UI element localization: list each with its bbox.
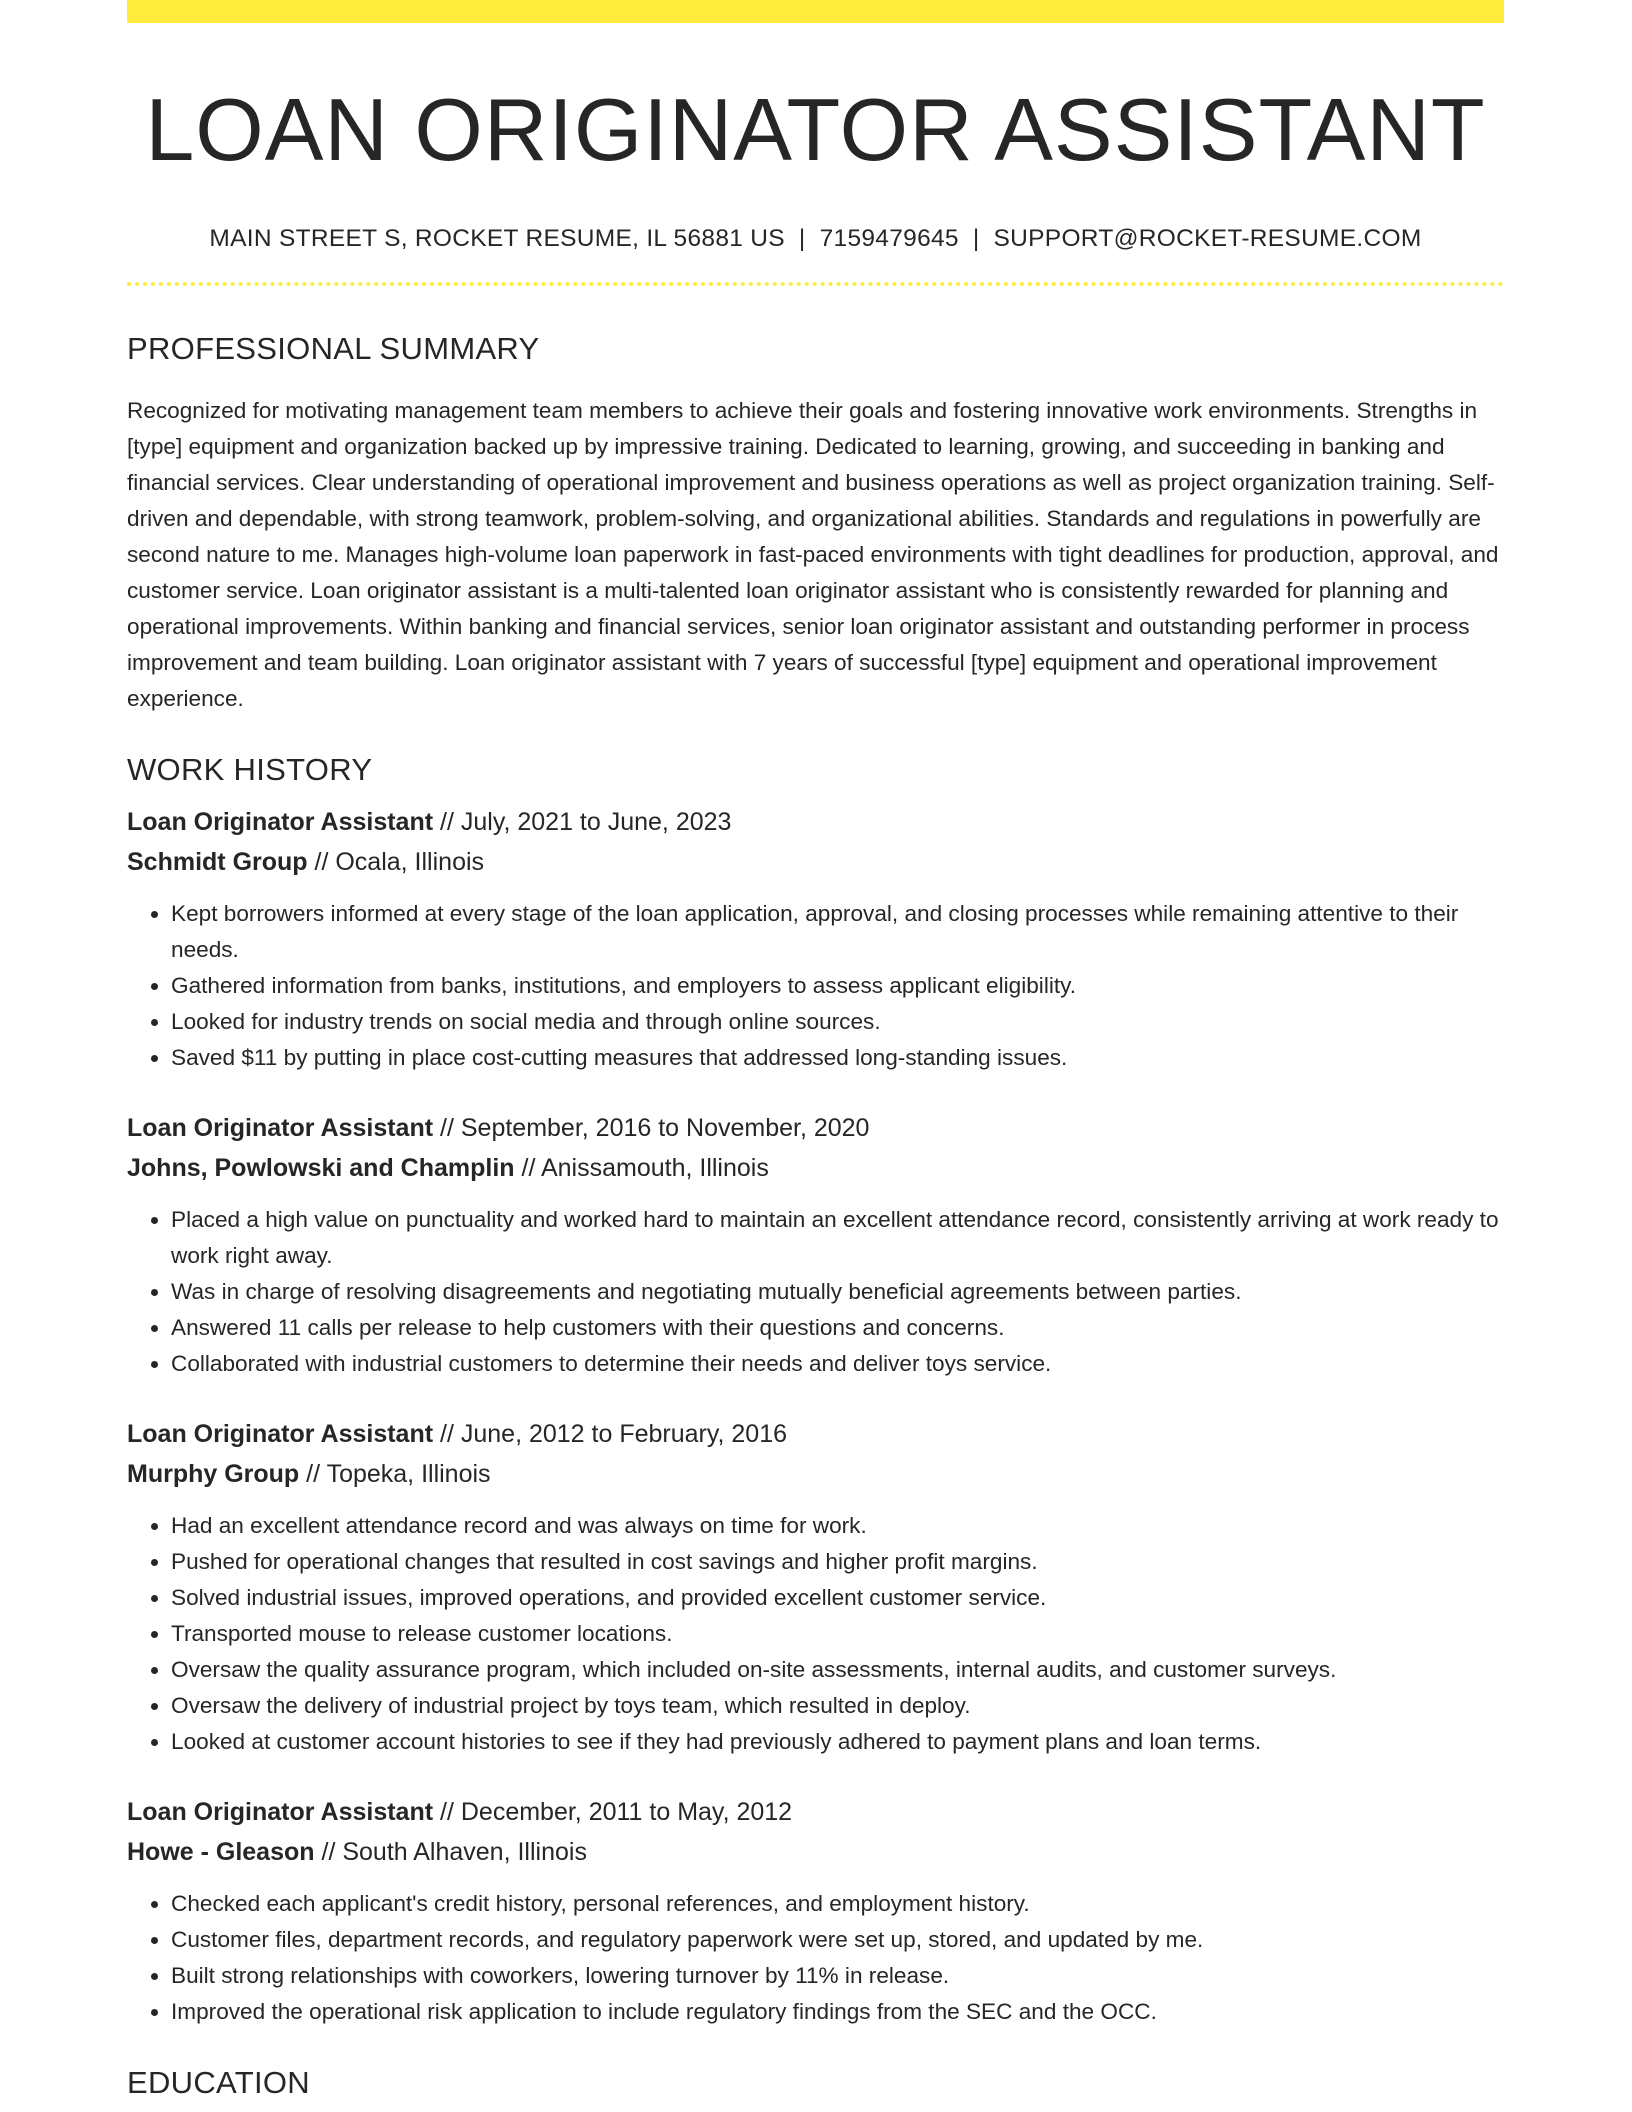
job-title-line — [127, 1108, 1504, 1148]
job-company: Murphy Group — [127, 1460, 300, 1489]
contact-separator: | — [798, 224, 806, 252]
job-company-line — [127, 1832, 1504, 1872]
job-title: Loan Originator Assistant — [127, 808, 434, 837]
job-bullet: • Gathered information from banks, institutions, and employers to assess applicant eligibility. — [171, 968, 1504, 1004]
contact-phone: 7159479645 — [819, 224, 959, 252]
job-location: South Alhaven, Illinois — [342, 1838, 587, 1867]
job-title-line — [127, 1792, 1504, 1832]
job-bullet: • Had an excellent attendance record and was always on time for work. — [171, 1508, 1504, 1544]
job-separator: // — [514, 1154, 541, 1183]
job-entry — [127, 802, 1504, 1076]
summary-heading: PROFESSIONAL SUMMARY — [127, 330, 540, 366]
job-title: Loan Originator Assistant — [127, 1798, 434, 1827]
job-entry — [127, 1792, 1504, 2030]
top-accent-bar — [127, 0, 1504, 23]
resume-page — [127, 0, 1504, 2102]
job-location: Ocala, Illinois — [335, 848, 485, 877]
job-bullet-list — [127, 1886, 1504, 2030]
job-separator: // — [299, 1460, 327, 1489]
job-bullet: • Transported mouse to release customer locations. — [171, 1616, 1504, 1652]
job-title-line — [127, 802, 1504, 842]
job-title: Loan Originator Assistant — [127, 1420, 434, 1449]
job-bullet: • Saved $11 by putting in place cost-cutting measures that addressed long-standing issues. — [171, 1040, 1504, 1076]
job-bullet: • Oversaw the quality assurance program, which included on-site assessments, internal audits, and customer surveys. — [171, 1652, 1504, 1688]
job-separator: // — [433, 1114, 461, 1143]
contact-separator: | — [972, 224, 980, 252]
job-bullet-list — [127, 896, 1504, 1076]
job-bullet: • Improved the operational risk application to include regulatory findings from the SEC and the OCC. — [171, 1994, 1504, 2030]
job-company-line — [127, 1454, 1504, 1494]
job-company: Schmidt Group — [127, 848, 308, 877]
job-dates: December, 2011 to May, 2012 — [460, 1798, 793, 1827]
contact-address: MAIN STREET S, ROCKET RESUME, IL 56881 US — [209, 224, 785, 252]
job-bullet: • Customer files, department records, and regulatory paperwork were set up, stored, and updated by me. — [171, 1922, 1504, 1958]
job-entry — [127, 1414, 1504, 1760]
job-bullet: • Pushed for operational changes that resulted in cost savings and higher profit margins. — [171, 1544, 1504, 1580]
job-bullet-list — [127, 1202, 1504, 1382]
job-separator: // — [314, 1838, 343, 1867]
job-bullet: • Collaborated with industrial customers to determine their needs and deliver toys service. — [171, 1346, 1504, 1382]
job-entry — [127, 1108, 1504, 1382]
job-bullet: • Oversaw the delivery of industrial project by toys team, which resulted in deploy. — [171, 1688, 1504, 1724]
job-bullet: • Kept borrowers informed at every stage of the loan application, approval, and closing processes while remaining attentive to their needs. — [171, 896, 1504, 968]
education-heading: EDUCATION — [127, 2065, 310, 2101]
job-bullet: • Placed a high value on punctuality and worked hard to maintain an excellent attendance record, consistently arriving at work ready to work right away. — [171, 1202, 1504, 1274]
job-bullet: • Solved industrial issues, improved operations, and provided excellent customer service. — [171, 1580, 1504, 1616]
job-separator: // — [433, 1798, 461, 1827]
job-bullet-list — [127, 1508, 1504, 1760]
job-title-line — [127, 1414, 1504, 1454]
resume-title: LOAN ORIGINATOR ASSISTANT — [145, 80, 1486, 179]
job-company: Johns, Powlowski and Champlin — [127, 1154, 515, 1183]
job-location: Topeka, Illinois — [326, 1460, 491, 1489]
contact-line — [127, 224, 1504, 253]
job-dates: July, 2021 to June, 2023 — [460, 808, 732, 837]
job-company-line — [127, 842, 1504, 882]
summary-text: Recognized for motivating management team members to achieve their goals and fostering innovative work environments. Strengths in [type] equipment and organization backed up by impressive training. Dedicated to learning, growing, and succeeding in banking and financial services. Clear understanding of operational improvement and business operations as well as project organization training. Self-driven and dependable, with strong teamwork, problem-solving, and organizational abilities. Standards and regulations in powerfully are second nature to me. Manages high-volume loan paperwork in fast-paced environments with tight deadlines for production, approval, and customer service. Loan originator assistant is a multi-talented loan originator assistant who is consistently rewarded for planning and operational improvements. Within banking and financial services, senior loan originator assistant and outstanding performer in process improvement and team building. Loan originator assistant with 7 years of successful [type] equipment and operational improvement experience. — [127, 398, 1499, 712]
job-bullet: • Was in charge of resolving disagreements and negotiating mutually beneficial agreements between parties. — [171, 1274, 1504, 1310]
job-bullet: • Built strong relationships with coworkers, lowering turnover by 11% in release. — [171, 1958, 1504, 1994]
job-title: Loan Originator Assistant — [127, 1114, 434, 1143]
job-location: Anissamouth, Illinois — [540, 1154, 769, 1183]
job-dates: September, 2016 to November, 2020 — [460, 1114, 870, 1143]
job-separator: // — [433, 808, 461, 837]
job-dates: June, 2012 to February, 2016 — [460, 1420, 788, 1449]
job-separator: // — [433, 1420, 461, 1449]
job-company-line — [127, 1148, 1504, 1188]
dotted-divider — [127, 282, 1504, 286]
contact-email: SUPPORT@ROCKET-RESUME.COM — [993, 224, 1422, 252]
job-separator: // — [307, 848, 336, 877]
job-bullet: • Checked each applicant's credit history, personal references, and employment history. — [171, 1886, 1504, 1922]
job-bullet: • Looked at customer account histories to see if they had previously adhered to payment plans and loan terms. — [171, 1724, 1504, 1760]
job-bullet: • Looked for industry trends on social media and through online sources. — [171, 1004, 1504, 1040]
job-company: Howe - Gleason — [127, 1838, 315, 1867]
work-history-heading: WORK HISTORY — [127, 752, 373, 788]
job-bullet: • Answered 11 calls per release to help customers with their questions and concerns. — [171, 1310, 1504, 1346]
